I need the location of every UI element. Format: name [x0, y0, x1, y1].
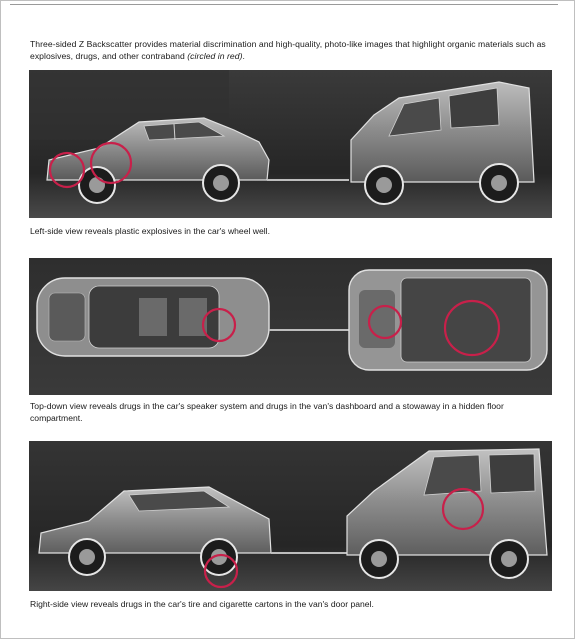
xray-image-left-side — [29, 70, 552, 218]
xray-panel-top-down — [29, 258, 552, 395]
van-top-view — [349, 270, 547, 370]
top-rule — [10, 4, 558, 5]
xray-image-top-down — [29, 258, 552, 395]
xray-panel-left-side — [29, 70, 552, 218]
caption-left-side: Left-side view reveals plastic explosives in the car's wheel well. — [30, 226, 270, 236]
intro-text: Three-sided Z Backscatter provides material discrimination and high-quality, photo-like images that highlight organic materials such as explosives, drugs, and other contraband — [30, 39, 546, 61]
xray-image-right-side — [29, 441, 552, 591]
xray-panel-right-side — [29, 441, 552, 591]
intro-paragraph — [30, 38, 550, 62]
caption-top-down: Top-down view reveals drugs in the car's speaker system and drugs in the van's dashboard and a stowaway in a hidden floor compartment. — [30, 401, 504, 423]
car-top-view — [37, 278, 269, 356]
caption-right-side: Right-side view reveals drugs in the car's tire and cigarette cartons in the van's door panel. — [30, 599, 374, 609]
intro-emphasis: (circled in red) — [187, 51, 243, 61]
intro-end: . — [242, 51, 245, 61]
